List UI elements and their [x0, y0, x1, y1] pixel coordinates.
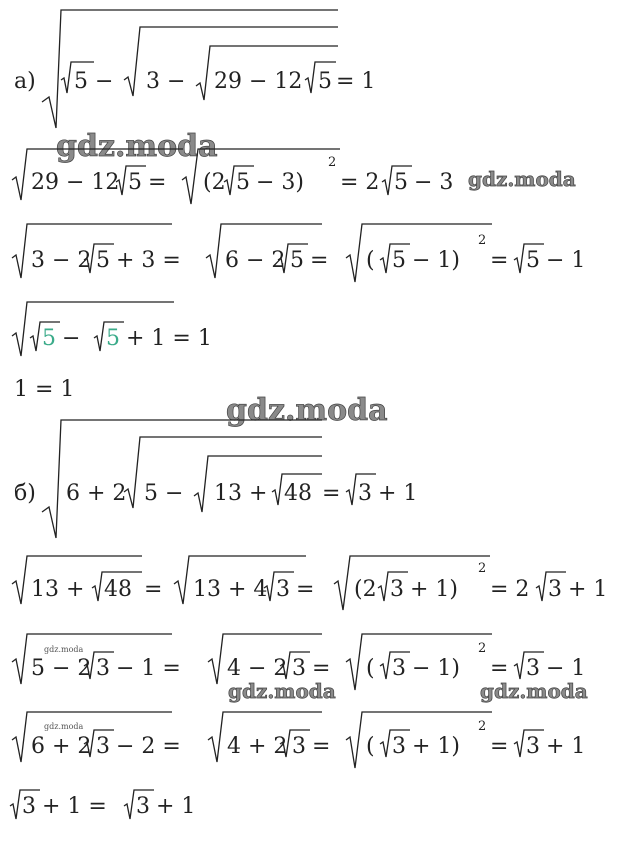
svg-text:=: = — [490, 734, 509, 759]
svg-text:=: = — [490, 656, 509, 681]
watermark: gdz.moda — [44, 645, 84, 654]
svg-text:5: 5 — [392, 248, 406, 273]
svg-text:+ 1: + 1 — [156, 794, 196, 819]
svg-text:13 + 4: 13 + 4 — [193, 577, 268, 602]
svg-text:6 + 2: 6 + 2 — [66, 481, 127, 506]
outer-radical — [42, 420, 322, 538]
svg-text:− 1: − 1 — [546, 656, 586, 681]
svg-text:5 −: 5 − — [144, 481, 184, 506]
svg-text:=: = — [312, 734, 331, 759]
watermark: gdz.moda — [480, 679, 588, 703]
svg-text:+ 1 =: + 1 = — [42, 794, 107, 819]
radicand-5: 5 − — [74, 69, 114, 94]
svg-text:5: 5 — [236, 170, 250, 195]
svg-text:3: 3 — [276, 577, 290, 602]
svg-text:3: 3 — [390, 577, 404, 602]
svg-text:3: 3 — [22, 794, 36, 819]
svg-text:(: ( — [366, 656, 375, 681]
svg-text:5 − 2: 5 − 2 — [31, 656, 92, 681]
svg-text:5: 5 — [290, 248, 304, 273]
svg-text:+ 1: + 1 — [568, 577, 608, 602]
svg-text:(: ( — [366, 734, 375, 759]
svg-text:+ 1: + 1 — [378, 481, 418, 506]
svg-text:13 +: 13 + — [31, 577, 85, 602]
svg-text:1 = 1: 1 = 1 — [14, 377, 75, 402]
svg-text:6 + 2: 6 + 2 — [31, 734, 92, 759]
svg-text:=: = — [144, 577, 163, 602]
watermark: gdz.moda — [226, 393, 388, 428]
svg-text:13 +: 13 + — [214, 481, 268, 506]
radicand-3: 3 − — [146, 69, 186, 94]
svg-text:4 + 2: 4 + 2 — [227, 734, 288, 759]
svg-text:= 2: = 2 — [340, 170, 380, 195]
svg-text:+ 1: + 1 — [546, 734, 586, 759]
svg-text:+ 3 =: + 3 = — [116, 248, 181, 273]
svg-text:− 3: − 3 — [414, 170, 454, 195]
svg-text:2: 2 — [478, 719, 487, 734]
svg-text:− 1: − 1 — [546, 248, 586, 273]
svg-text:2: 2 — [478, 561, 487, 576]
svg-text:−: − — [62, 326, 81, 351]
svg-text:(2: (2 — [203, 170, 226, 195]
svg-text:= 2: = 2 — [490, 577, 530, 602]
svg-text:− 2 =: − 2 = — [116, 734, 181, 759]
svg-text:29 − 12: 29 − 12 — [31, 170, 120, 195]
svg-text:3: 3 — [96, 734, 110, 759]
part-a-label: а) — [14, 69, 36, 94]
svg-text:5: 5 — [526, 248, 540, 273]
svg-text:+ 1): + 1) — [410, 577, 459, 602]
svg-text:− 1 =: − 1 = — [116, 656, 181, 681]
watermark: gdz.moda — [468, 167, 576, 191]
part-b-label: б) — [14, 481, 36, 506]
svg-text:2: 2 — [478, 641, 487, 656]
radicand-29: 29 − 12 — [214, 69, 303, 94]
svg-text:3: 3 — [392, 656, 406, 681]
svg-text:6 − 2: 6 − 2 — [225, 248, 286, 273]
svg-text:2: 2 — [478, 233, 487, 248]
svg-text:3: 3 — [96, 656, 110, 681]
svg-text:2: 2 — [328, 155, 337, 170]
svg-text:=: = — [310, 248, 329, 273]
svg-text:=: = — [312, 656, 331, 681]
svg-text:− 1): − 1) — [412, 248, 461, 273]
svg-text:3: 3 — [526, 656, 540, 681]
svg-text:=: = — [322, 481, 341, 506]
svg-text:(2: (2 — [354, 577, 377, 602]
svg-text:3: 3 — [292, 656, 306, 681]
svg-text:5: 5 — [42, 326, 56, 351]
svg-text:=: = — [490, 248, 509, 273]
watermark: gdz.moda — [56, 129, 218, 164]
watermark: gdz.moda — [44, 722, 84, 731]
svg-text:48: 48 — [284, 481, 312, 506]
svg-text:3: 3 — [136, 794, 150, 819]
svg-text:(: ( — [366, 248, 375, 273]
svg-text:5: 5 — [394, 170, 408, 195]
equation-rhs: = 1 — [336, 69, 376, 94]
svg-text:48: 48 — [104, 577, 132, 602]
svg-text:5: 5 — [106, 326, 120, 351]
svg-text:− 1): − 1) — [412, 656, 461, 681]
svg-text:3: 3 — [548, 577, 562, 602]
svg-text:+ 1 = 1: + 1 = 1 — [126, 326, 212, 351]
svg-text:3 − 2: 3 − 2 — [31, 248, 92, 273]
svg-text:3: 3 — [292, 734, 306, 759]
svg-text:3: 3 — [392, 734, 406, 759]
watermark: gdz.moda — [228, 679, 336, 703]
svg-text:5: 5 — [128, 170, 142, 195]
svg-text:4 − 2: 4 − 2 — [227, 656, 288, 681]
svg-text:5: 5 — [96, 248, 110, 273]
svg-text:3: 3 — [358, 481, 372, 506]
svg-text:=: = — [148, 170, 167, 195]
svg-text:3: 3 — [526, 734, 540, 759]
svg-text:=: = — [296, 577, 315, 602]
svg-text:− 3): − 3) — [256, 170, 305, 195]
svg-text:+ 1): + 1) — [412, 734, 461, 759]
svg-text:5: 5 — [318, 69, 332, 94]
